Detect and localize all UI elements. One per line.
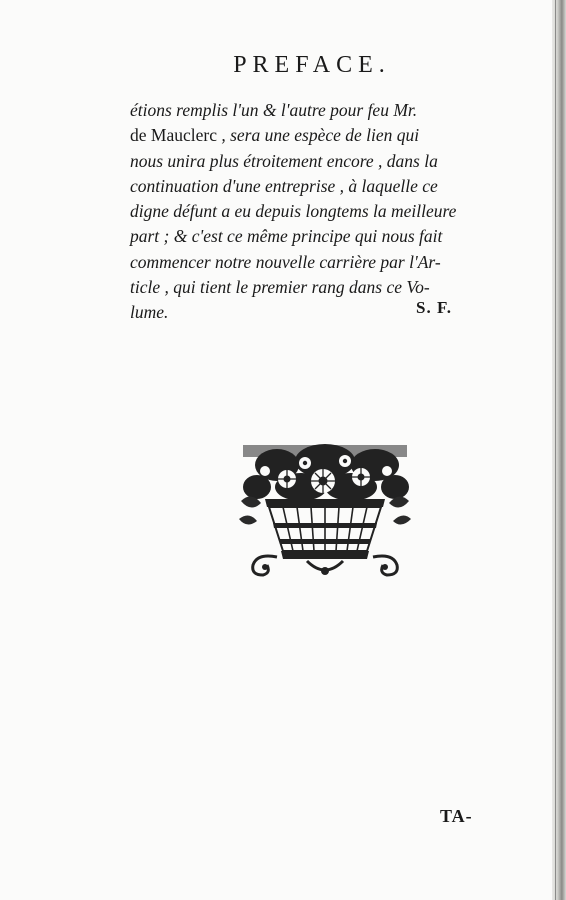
catchword: TA- bbox=[440, 806, 473, 826]
text-line: digne défunt a eu depuis longtems la meilleure bbox=[130, 201, 457, 222]
page-title: PREFACE. bbox=[233, 52, 391, 78]
text-line: étions remplis l'un & l'autre pour feu Mr. bbox=[130, 100, 418, 120]
text-line-roman: de Mauclerc bbox=[130, 125, 217, 146]
text-line-rest: , sera une espèce de lien qui bbox=[216, 125, 420, 146]
text-line: commencer notre nouvelle carrière par l'Ar- bbox=[130, 251, 441, 272]
text-line: nous unira plus étroitement encore , dans la bbox=[130, 150, 438, 171]
text-line: part ; & c'est ce même principe qui nous fait bbox=[130, 226, 443, 247]
page-edge-line bbox=[555, 0, 556, 900]
flower-basket-icon bbox=[237, 443, 413, 581]
signature-initials: S. F. bbox=[416, 298, 453, 317]
preface-paragraph bbox=[130, 98, 502, 326]
text-line: ticle , qui tient le premier rang dans ce Vo- bbox=[130, 277, 430, 298]
text-line: lume. bbox=[130, 302, 169, 323]
text-line: continuation d'une entreprise , à laquelle ce bbox=[130, 175, 438, 196]
